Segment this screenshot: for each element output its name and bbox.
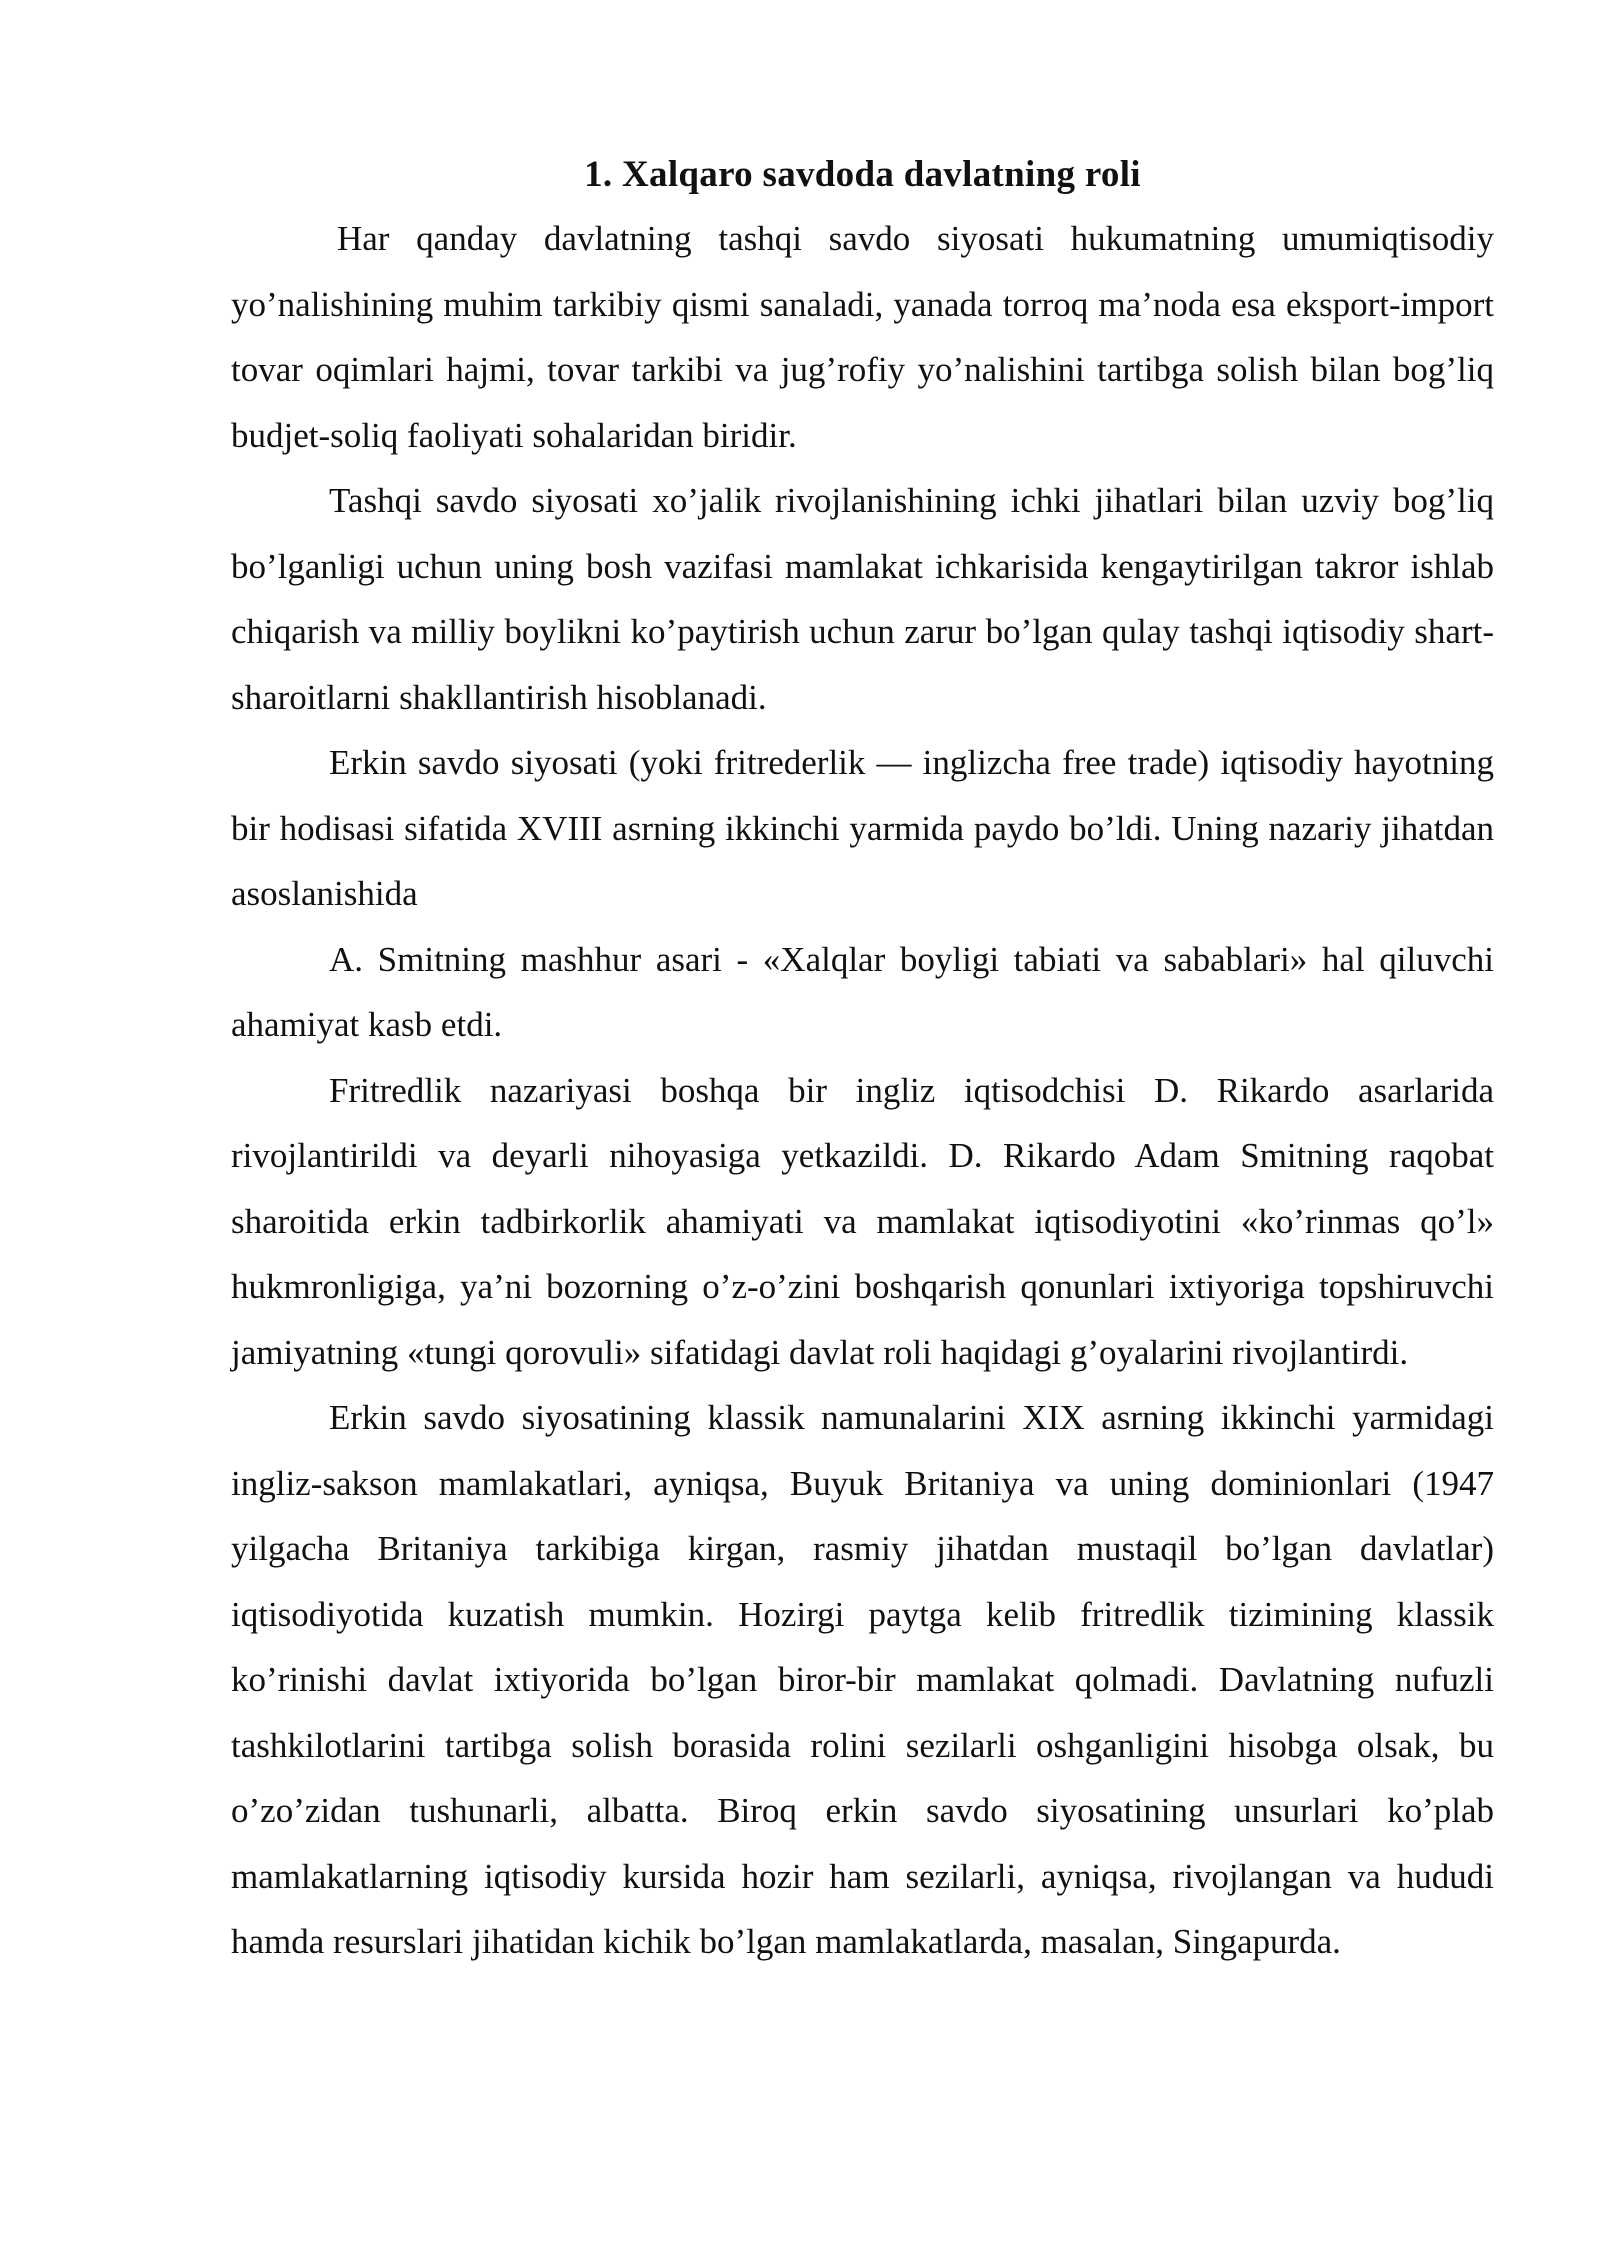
- page-title: 1. Xalqaro savdoda davlatning roli: [584, 154, 1141, 195]
- paragraph-3: Erkin savdo siyosati (yoki fritrederlik — inglizcha free trade) iqtisodiy hayotning bir hodisasi sifatida XVIII asrning ikkinchi yarmida paydo bo’ldi. Uning nazariy jihatdan asoslanishida: [231, 743, 1494, 913]
- paragraph-4: A. Smitning mashhur asari - «Xalqlar boyligi tabiati va sabablari» hal qiluvchi ahamiyat kasb etdi.: [231, 939, 1494, 1044]
- document-page: [231, 150, 1494, 1975]
- paragraph-1: Har qanday davlatning tashqi savdo siyosati hukumatning umumiqtisodiy yo’nalishining muhim tarkibiy qismi sanaladi, yanada torroq ma’noda esa eksport-import tovar oqimlari hajmi, tovar tarkibi va jug’rofiy yo’nalishini tartibga solish bilan bog’liq budjet-soliq faoliyati sohalaridan biridir.: [231, 219, 1494, 455]
- paragraph-2: Tashqi savdo siyosati xo’jalik rivojlanishining ichki jihatlari bilan uzviy bog’liq bo’lganligi uchun uning bosh vazifasi mamlakat ichkarisida kengaytirilgan takror ishlab chiqarish va milliy boylikni ko’paytirish uchun zarur bo’lgan qulay tashqi iqtisodiy shart-sharoitlarni shakllantirish hisoblanadi.: [231, 481, 1494, 717]
- paragraph-6: Erkin savdo siyosatining klassik namunalarini XIX asrning ikkinchi yarmidagi ingliz-sakson mamlakatlari, ayniqsa, Buyuk Britaniya va uning dominionlari (1947 yilgacha Britaniya tarkibiga kirgan, rasmiy jihatdan mustaqil bo’lgan davlatlar) iqtisodiyotida kuzatish mumkin. Hozirgi paytga kelib fritredlik tizimining klassik ko’rinishi davlat ixtiyorida bo’lgan biror-bir mamlakat qolmadi. Davlatning nufuzli tashkilotlarini tartibga solish borasida rolini sezilarli oshganligini hisobga olsak, bu o’zo’zidan tushunarli, albatta. Biroq erkin savdo siyosatining unsurlari ko’plab mamlakatlarning iqtisodiy kursida hozir ham sezilarli, ayniqsa, rivojlangan va hududi hamda resurslari jihatidan kichik bo’lgan mamlakatlarda, masalan, Singapurda.: [231, 1398, 1494, 1961]
- paragraph-5: Fritredlik nazariyasi boshqa bir ingliz iqtisodchisi D. Rikardo asarlarida rivojlantirildi va deyarli nihoyasiga yetkazildi. D. Rikardo Adam Smitning raqobat sharoitida erkin tadbirkorlik ahamiyati va mamlakat iqtisodiyotini «ko’rinmas qo’l» hukmronligiga, ya’ni bozorning o’z-o’zini boshqarish qonunlari ixtiyoriga topshiruvchi jamiyatning «tungi qorovuli» sifatidagi davlat roli haqidagi g’oyalarini rivojlantirdi.: [231, 1070, 1494, 1372]
